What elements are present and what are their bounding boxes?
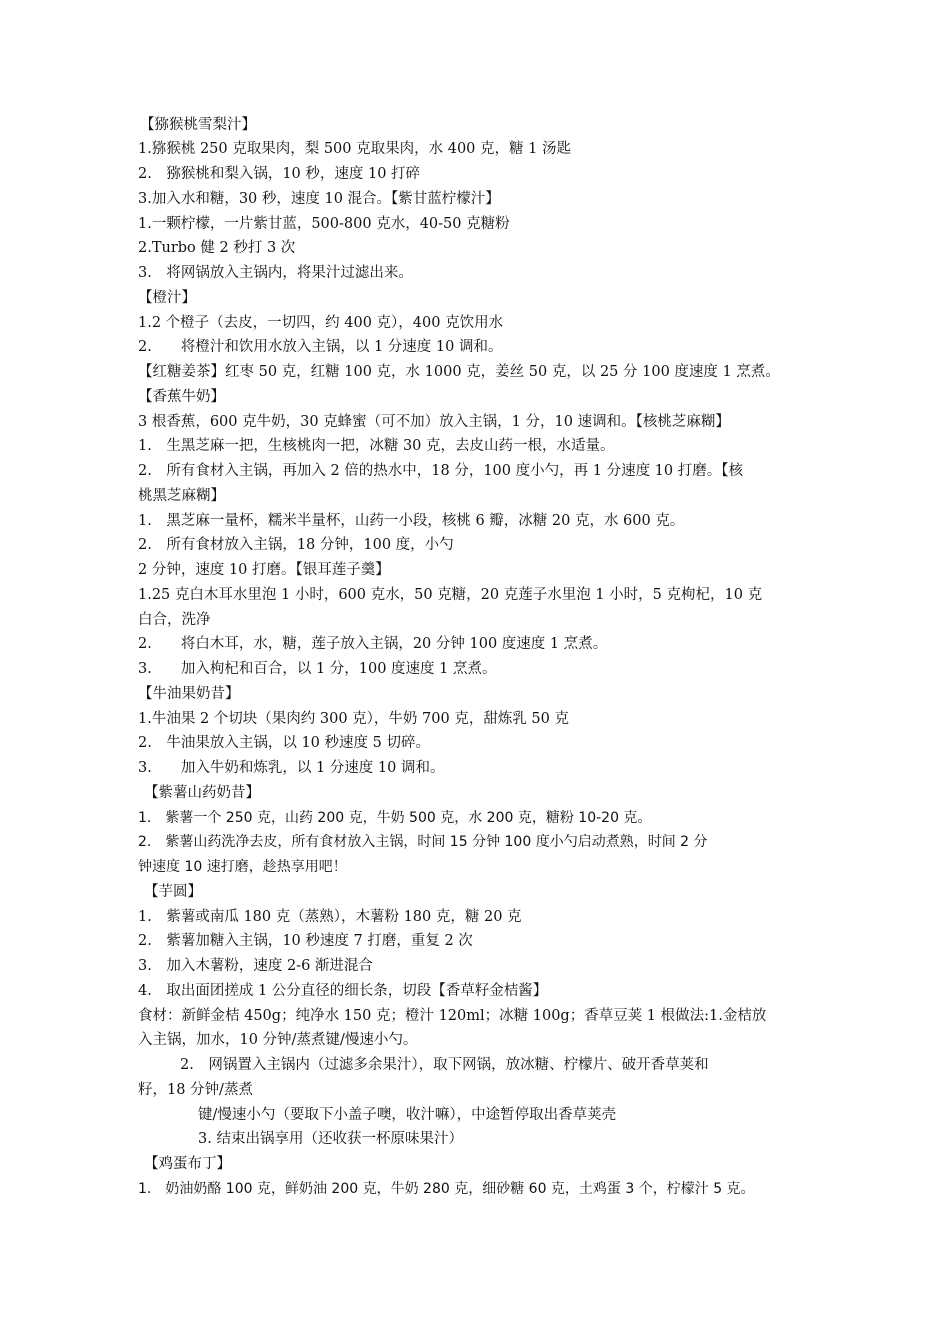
text-line: 2. 将白木耳，水，糖，莲子放入主锅，20 分钟 100 度速度 1 烹煮。 bbox=[138, 636, 608, 652]
text-line: 键/慢速小勺（要取下小盖子噢，收汁嘛），中途暂停取出香草荚壳 bbox=[198, 1107, 617, 1123]
text-line: 3.加入水和糖，30 秒，速度 10 混合。【紫甘蓝柠檬汁】 bbox=[138, 191, 500, 207]
text-line: 3. 将网锅放入主锅内，将果汁过滤出来。 bbox=[138, 265, 413, 281]
recipe-brown-sugar-ginger-tea: 【红糖姜茶】红枣 50 克，红糖 100 克，水 1000 克，姜丝 50 克，以 25 分 100 度速度 1 烹煮。 bbox=[138, 364, 780, 380]
text-line: 桃黑芝麻糊】 bbox=[138, 488, 225, 504]
text-line: 食材：新鲜金桔 450g；纯净水 150 克；橙汁 120ml；冰糖 100g；香草豆荚 1 根做法:1.金桔放 bbox=[138, 1008, 767, 1024]
text-line: 1.2 个橙子（去皮，一切四，约 400 克），400 克饮用水 bbox=[138, 315, 504, 331]
recipe-title-taro-balls: 【芋圆】 bbox=[144, 884, 202, 900]
text-line: 2. 所有食材入主锅，再加入 2 倍的热水中，18 分，100 度小勺，再 1 分速度 10 打磨。【核 bbox=[138, 463, 743, 479]
text-line: 钟速度 10 速打磨，趁热享用吧！ bbox=[138, 859, 347, 875]
text-line: 2. 紫薯加糖入主锅，10 秒速度 7 打磨，重复 2 次 bbox=[138, 933, 473, 949]
text-line: 1. 紫薯一个 250 克，山药 200 克，牛奶 500 克，水 200 克，糖粉 10-20 克。 bbox=[138, 810, 652, 826]
recipe-title-egg-pudding: 【鸡蛋布丁】 bbox=[144, 1156, 231, 1172]
text-line: 3 根香蕉，600 克牛奶，30 克蜂蜜（可不加）放入主锅，1 分，10 速调和。【核桃芝麻糊】 bbox=[138, 414, 730, 430]
text-line: 1.25 克白木耳水里泡 1 小时，600 克水，50 克糖，20 克莲子水里泡 1 小时，5 克枸杞，10 克 bbox=[138, 587, 763, 603]
text-line: 3. 加入木薯粉，速度 2-6 渐进混合 bbox=[138, 958, 373, 974]
text-line: 2. 紫薯山药洗净去皮，所有食材放入主锅，时间 15 分钟 100 度小勺启动煮熟，时间 2 分 bbox=[138, 834, 708, 850]
text-line: 2.Turbo 健 2 秒打 3 次 bbox=[138, 240, 296, 256]
text-line: 4. 取出面团搓成 1 公分直径的细长条，切段【香草籽金桔酱】 bbox=[138, 983, 548, 999]
text-line: 1.牛油果 2 个切块（果肉约 300 克），牛奶 700 克，甜炼乳 50 克 bbox=[138, 711, 569, 727]
text-line: 1. 紫薯或南瓜 180 克（蒸熟），木薯粉 180 克，糖 20 克 bbox=[138, 909, 522, 925]
recipe-title-purple-yam-shake: 【紫薯山药奶昔】 bbox=[144, 785, 260, 801]
text-line: 2 分钟，速度 10 打磨。【银耳莲子羹】 bbox=[138, 562, 390, 578]
text-line: 1. 生黑芝麻一把，生核桃肉一把，冰糖 30 克，去皮山药一根，水适量。 bbox=[138, 438, 615, 454]
text-line: 白合，洗净 bbox=[138, 612, 211, 628]
text-line: 籽，18 分钟/蒸煮 bbox=[138, 1082, 253, 1098]
text-line: 2. 将橙汁和饮用水放入主锅，以 1 分速度 10 调和。 bbox=[138, 339, 503, 355]
text-line: 2. 猕猴桃和梨入锅，10 秒，速度 10 打碎 bbox=[138, 166, 421, 182]
recipe-title-kiwi-pear-juice: 【猕猴桃雪梨汁】 bbox=[140, 117, 256, 133]
recipe-title-banana-milk: 【香蕉牛奶】 bbox=[138, 389, 225, 405]
recipe-title-avocado-shake: 【牛油果奶昔】 bbox=[138, 686, 240, 702]
text-line: 1.一颗柠檬，一片紫甘蓝，500-800 克水，40-50 克糖粉 bbox=[138, 216, 510, 232]
text-line: 3. 结束出锅享用（还收获一杯原味果汁） bbox=[198, 1131, 463, 1147]
text-line: 1. 奶油奶酪 100 克，鲜奶油 200 克，牛奶 280 克，细砂糖 60 克，土鸡蛋 3 个，柠檬汁 5 克。 bbox=[138, 1181, 755, 1197]
recipe-title-orange-juice: 【橙汁】 bbox=[138, 290, 196, 306]
text-line: 2. 网锅置入主锅内（过滤多余果汁），取下网锅，放冰糖、柠檬片、破开香草荚和 bbox=[180, 1057, 709, 1073]
text-line: 3. 加入牛奶和炼乳，以 1 分速度 10 调和。 bbox=[138, 760, 445, 776]
text-line: 2. 所有食材放入主锅，18 分钟，100 度，小勺 bbox=[138, 537, 454, 553]
text-line: 3. 加入枸杞和百合，以 1 分，100 度速度 1 烹煮。 bbox=[138, 661, 497, 677]
text-line: 1. 黑芝麻一量杯，糯米半量杯，山药一小段，核桃 6 瓣，冰糖 20 克，水 600 克。 bbox=[138, 513, 685, 529]
text-line: 2. 牛油果放入主锅，以 10 秒速度 5 切碎。 bbox=[138, 735, 430, 751]
text-line: 入主锅，加水，10 分钟/蒸煮键/慢速小勺。 bbox=[138, 1032, 418, 1048]
text-line: 1.猕猴桃 250 克取果肉，梨 500 克取果肉，水 400 克，糖 1 汤匙 bbox=[138, 141, 571, 157]
